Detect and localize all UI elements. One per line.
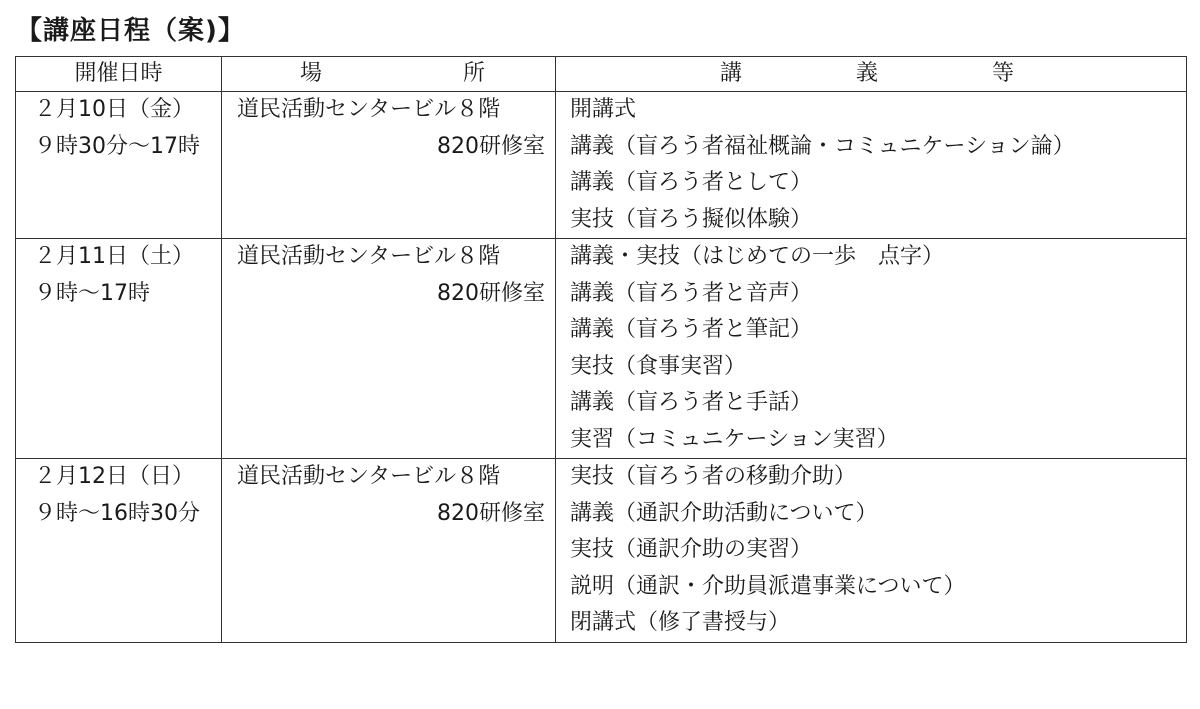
lecture-item: 実技（盲ろう擬似体験） [570, 206, 813, 232]
venue-text: 道民活動センタービル８階 [237, 97, 501, 122]
datetime-cell [16, 459, 222, 643]
lecture-item: 実技（盲ろう者の移動介助） [570, 464, 857, 489]
page-title: 【講座日程（案)】 [16, 16, 245, 46]
lecture-item: 講義（盲ろう者と手話） [570, 390, 813, 415]
room-text: 820研修室 [437, 500, 545, 526]
lecture-item: 実技（通訳介助の実習） [570, 537, 813, 562]
lecture-cell [556, 92, 1187, 239]
time-text: ９時30分～17時 [34, 133, 200, 159]
lecture-item: 開講式 [570, 97, 637, 122]
lecture-cell [556, 239, 1187, 459]
date-text: ２月10日（金） [34, 97, 194, 122]
time-text: ９時～17時 [34, 280, 150, 306]
header-lecture-char: 等 [991, 61, 1014, 86]
table-row [16, 92, 1187, 239]
place-cell [222, 459, 556, 643]
header-place-char: 場 [300, 61, 323, 86]
lecture-item: 閉講式（修了書授与） [570, 610, 791, 635]
venue-text: 道民活動センタービル８階 [237, 244, 501, 269]
header-lecture-char: 講 [720, 61, 743, 86]
header-datetime: 開催日時 [16, 57, 222, 92]
lecture-item: 講義（盲ろう者として） [570, 170, 813, 195]
venue-text: 道民活動センタービル８階 [237, 464, 501, 489]
header-place [222, 57, 556, 92]
lecture-item: 説明（通訳・介助員派遣事業について） [570, 573, 966, 599]
room-text: 820研修室 [437, 280, 545, 306]
lecture-item: 実技（食事実習） [570, 353, 747, 379]
datetime-cell [16, 92, 222, 239]
table-row [16, 239, 1187, 459]
lecture-item: 実習（コミュニケーション実習） [570, 426, 899, 452]
lecture-item: 講義（盲ろう者福祉概論・コミュニケーション論） [570, 133, 1075, 159]
time-text: ９時～16時30分 [34, 500, 200, 526]
lecture-item: 講義・実技（はじめての一歩 点字） [570, 244, 945, 269]
lecture-item: 講義（通訳介助活動について） [570, 500, 878, 526]
place-cell [222, 92, 556, 239]
header-place-char: 所 [462, 61, 485, 86]
schedule-table [15, 56, 1187, 643]
date-text: ２月12日（日） [34, 464, 194, 489]
datetime-cell [16, 239, 222, 459]
lecture-item: 講義（盲ろう者と音声） [570, 280, 813, 306]
room-text: 820研修室 [437, 133, 545, 159]
date-text: ２月11日（土） [34, 244, 194, 269]
header-row [16, 57, 1187, 92]
place-cell [222, 239, 556, 459]
lecture-cell [556, 459, 1187, 643]
header-lecture [556, 57, 1187, 92]
header-lecture-char: 義 [855, 61, 878, 86]
table-row [16, 459, 1187, 643]
lecture-item: 講義（盲ろう者と筆記） [570, 317, 813, 342]
